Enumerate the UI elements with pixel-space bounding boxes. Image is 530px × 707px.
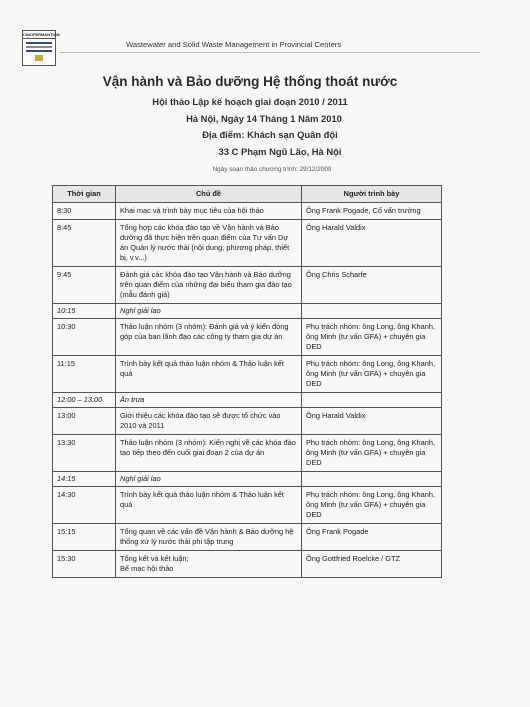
header-topic: Chủ đề [116,186,302,203]
row-topic: Thảo luận nhóm (3 nhóm): Kiến nghị về các khóa đào tạo tiếp theo đến cuối giai đoạn 2 của dự án [116,435,302,472]
agenda-header-row [53,186,442,203]
row-topic: Đánh giá các khóa đào tạo Vận hành và Bảo dưỡng trên quan điểm của những đại biểu tham gia đào tạo (mẫu đánh giá) [116,267,302,304]
row-presenter: Ông Frank Pogade, Cố vấn trưởng [302,203,442,220]
table-row [53,267,442,304]
table-row [53,551,442,578]
page-header [22,30,480,74]
row-presenter: Phụ trách nhóm: ông Long, ông Khanh, ông Minh (tư vấn GFA) + chuyên gia DED [302,487,442,524]
logo-seal [35,55,43,61]
row-presenter: Ông Chris Scharfe [302,267,442,304]
row-time: 10:15 [53,304,116,319]
row-time: 14:15 [53,472,116,487]
row-time: 8:45 [53,220,116,267]
row-presenter [302,393,442,408]
row-presenter: Ông Frank Pogade [302,524,442,551]
table-row-break [53,304,442,319]
row-topic: Thảo luận nhóm (3 nhóm): Đánh giá và ý kiến đóng góp của ban lãnh đạo các công ty tham gia dự án [116,319,302,356]
row-presenter: Phụ trách nhóm: ông Long, ông Khanh, ông Minh (tư vấn GFA) + chuyên gia DED [302,356,442,393]
agenda-table [52,185,442,578]
venue: Địa điểm: Khách sạn Quân đội [202,129,338,140]
document-title: Vận hành và Bảo dưỡng Hệ thống thoát nước [102,74,398,89]
table-row [53,356,442,393]
row-presenter: Ông Gottfried Roelcke / GTZ [302,551,442,578]
row-presenter: Ông Harald Valdix [302,220,442,267]
header-time: Thời gian [53,186,116,203]
row-topic: Ăn trưa [116,393,302,408]
row-time: 9:45 [53,267,116,304]
header-divider [60,52,480,53]
table-row [53,203,442,220]
project-name: Wastewater and Solid Waste Management in Provincial Centers [126,40,342,49]
row-time: 15:15 [53,524,116,551]
venue-address: 33 C Phạm Ngũ Lão, Hà Nội [218,146,342,157]
row-presenter [302,472,442,487]
row-presenter: Phụ trách nhóm: ông Long, ông Khanh, ông Minh (tư vấn GFA) + chuyên gia DED [302,319,442,356]
table-row [53,435,442,472]
logo-graphic [26,42,52,54]
row-presenter: Phụ trách nhóm: ông Long, ông Khanh, ông Minh (tư vấn GFA) + chuyên gia DED [302,435,442,472]
table-row-break [53,393,442,408]
row-topic: Giới thiệu các khóa đào tạo sẽ được tổ chức vào 2010 và 2011 [116,408,302,435]
row-topic: Nghỉ giải lao [116,472,302,487]
table-row [53,524,442,551]
row-presenter: Ông Harald Valdix [302,408,442,435]
table-row-break [53,472,442,487]
logo-text: CINOFERMANTION [23,32,60,37]
event-date: Hà Nội, Ngày 14 Tháng 1 Năm 2010 [186,113,342,124]
table-row [53,220,442,267]
workshop-subtitle: Hội thảo Lập kế hoạch giai đoạn 2010 / 2011 [152,96,348,107]
table-row [53,408,442,435]
row-time: 13:30 [53,435,116,472]
organization-logo [22,30,60,66]
row-time: 13:00 [53,408,116,435]
table-row [53,319,442,356]
row-time: 11:15 [53,356,116,393]
row-presenter [302,304,442,319]
row-time: 12:00 – 13:00 [53,393,116,408]
agenda-date: Ngày soạn thảo chương trình: 29/12/2009 [212,166,332,173]
table-row [53,487,442,524]
row-topic: Nghỉ giải lao [116,304,302,319]
row-topic: Tổng quan về các vấn đề Vận hành & Bảo dưỡng hệ thống xử lý nước thải phi tập trung [116,524,302,551]
row-time: 15:30 [53,551,116,578]
row-topic: Tổng kết và kết luận; Bế mạc hội thảo [116,551,302,578]
row-time: 14:30 [53,487,116,524]
row-topic: Khai mạc và trình bày mục tiêu của hội thảo [116,203,302,220]
row-topic: Trình bày kết quả thảo luận nhóm & Thảo luận kết quả [116,487,302,524]
row-topic: Trình bày kết quả thảo luận nhóm & Thảo luận kết quả [116,356,302,393]
row-topic: Tổng hợp các khóa đào tạo về Vận hành và Bảo dưỡng đã thực hiện trên quan điểm của Tư vấn Dự án Quản lý nước thải (nội dung, phương pháp, thiết bị, v.v...) [116,220,302,267]
row-time: 10:30 [53,319,116,356]
header-presenter: Người trình bày [302,186,442,203]
row-time: 8:30 [53,203,116,220]
